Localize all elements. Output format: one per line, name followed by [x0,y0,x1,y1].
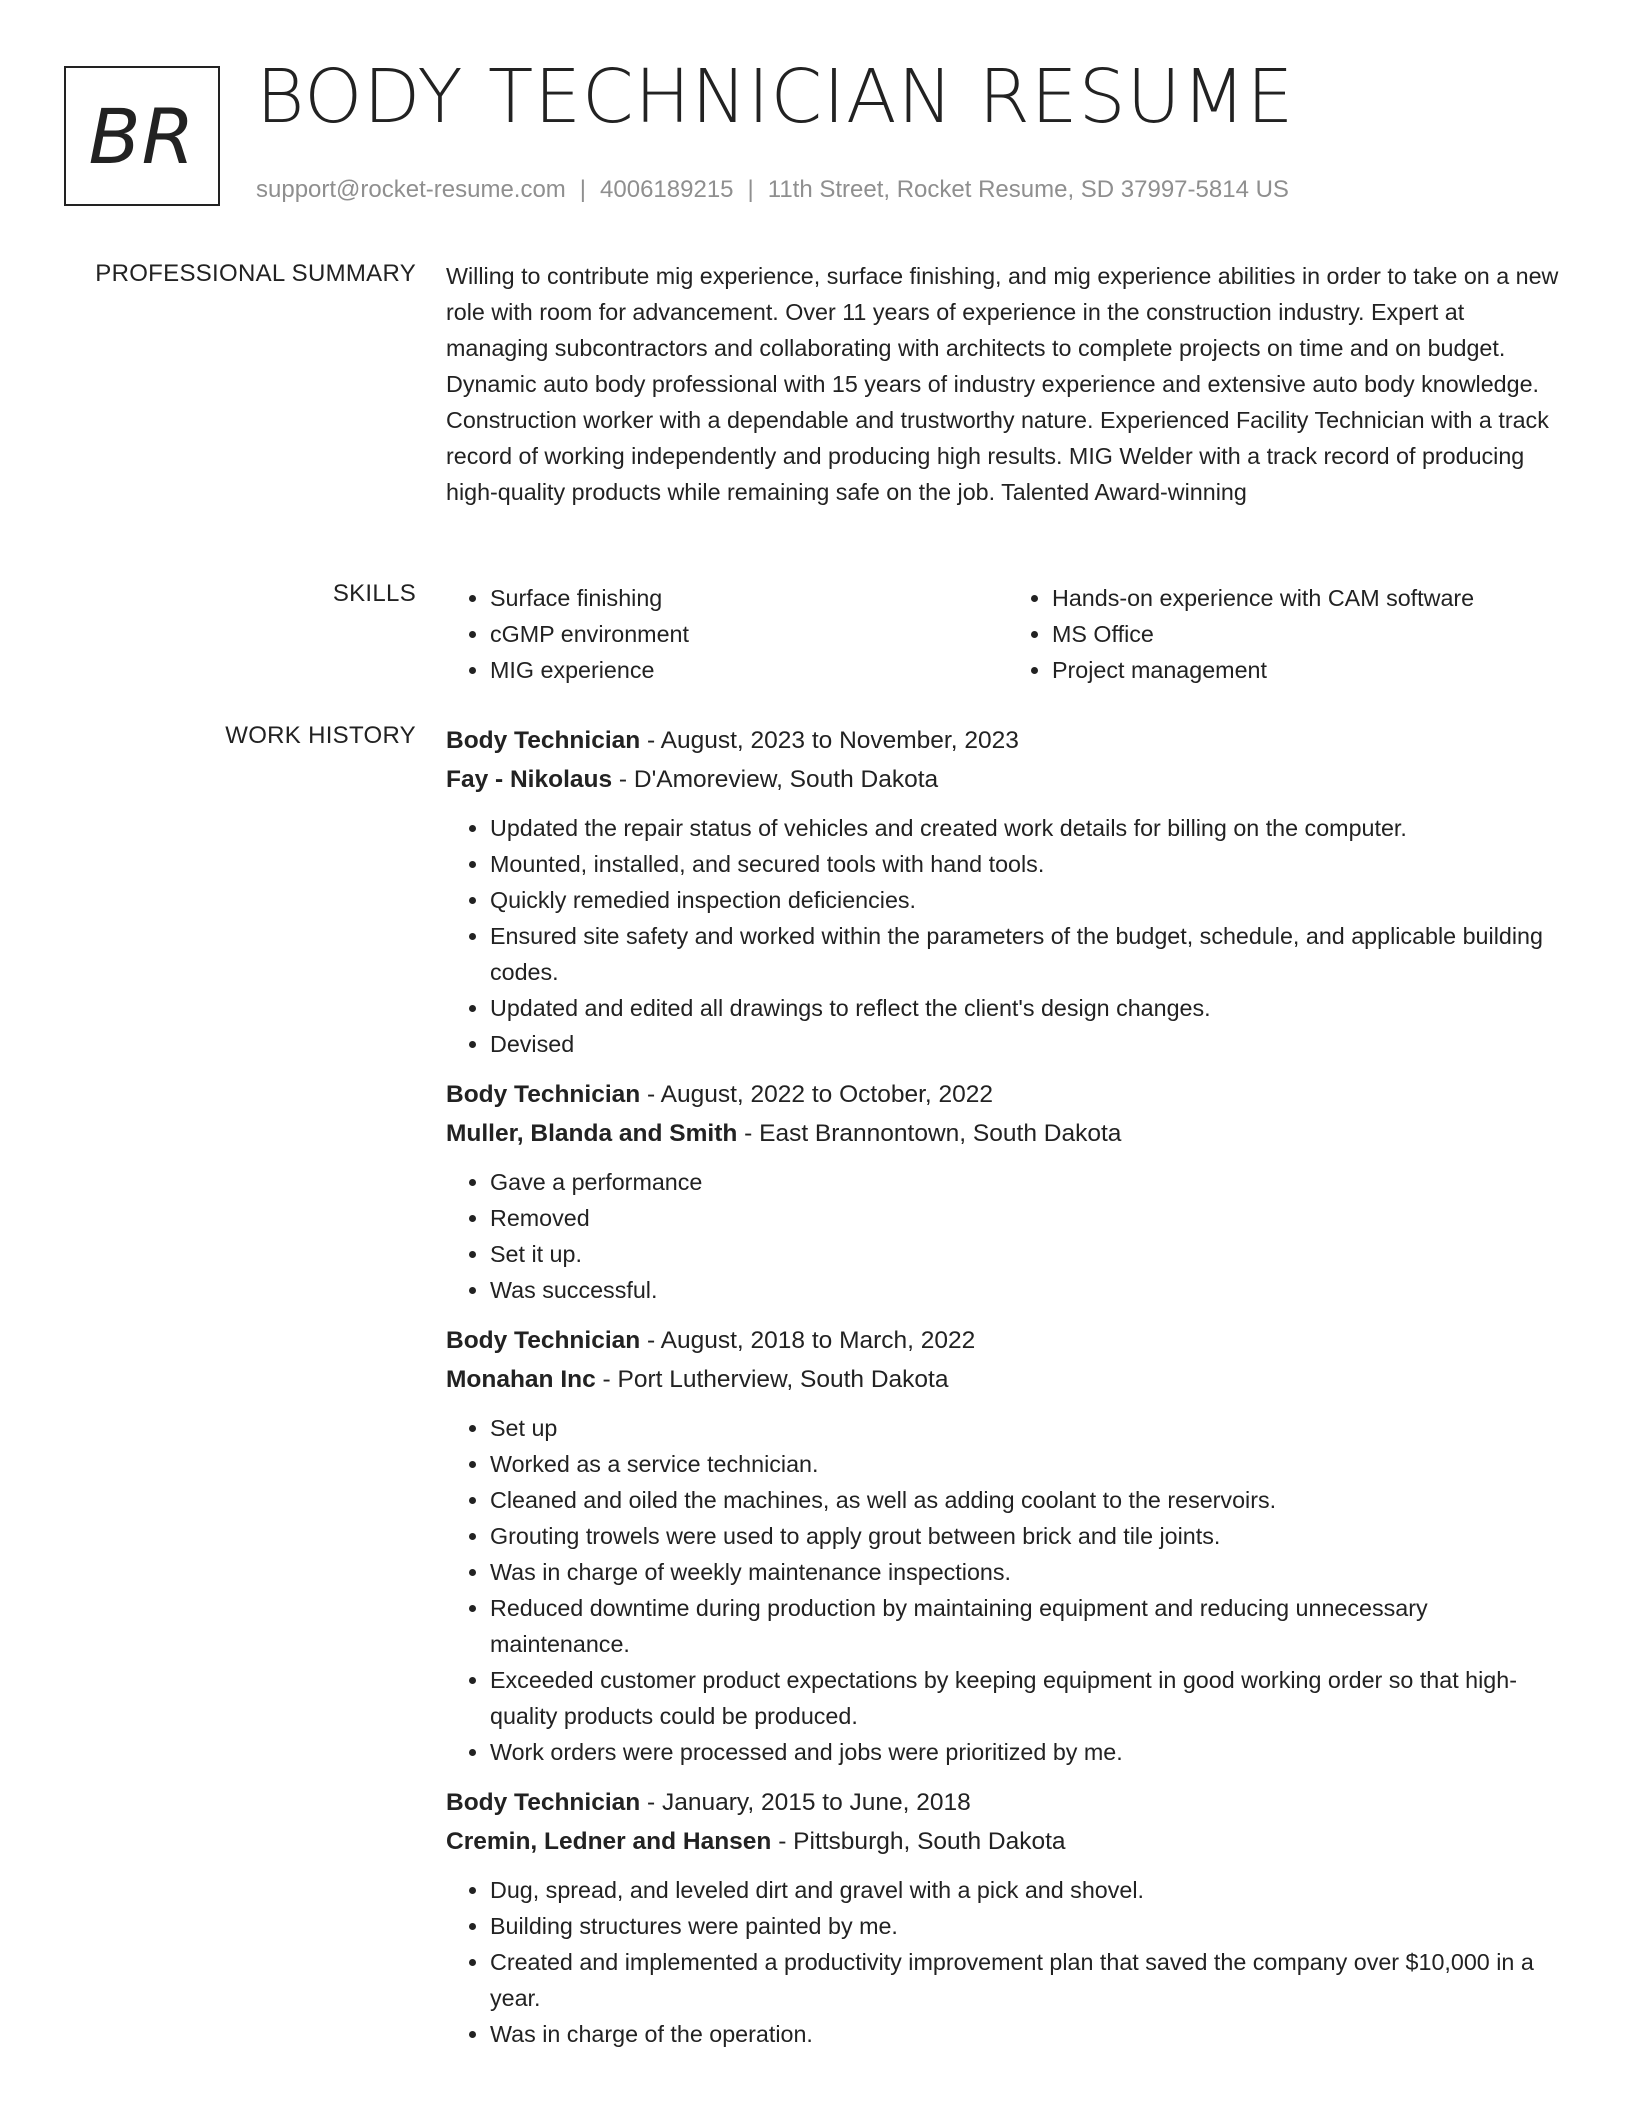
skill-item: • MS Office [1052,616,1570,652]
job-bullet: • Grouting trowels were used to apply grout between brick and tile joints. [490,1518,1570,1554]
job-bullet: • Worked as a service technician. [490,1446,1570,1482]
job-entry [446,722,1570,1062]
job-bullet: • Was in charge of weekly maintenance inspections. [490,1554,1570,1590]
section-label-summary: PROFESSIONAL SUMMARY [95,260,416,287]
job-company: Cremin, Ledner and Hansen [446,1828,772,1855]
job-company-line [446,1822,1570,1862]
job-bullet: • Devised [490,1026,1570,1062]
job-location: - East Brannontown, South Dakota [737,1120,1122,1147]
job-title-line [446,1784,1570,1822]
section-label-work-history: WORK HISTORY [225,722,416,749]
resume-title: BODY TECHNICIAN RESUME [256,54,1295,140]
job-title: Body Technician [446,1789,641,1816]
contact-separator: | [747,176,754,203]
job-entry [446,1076,1570,1308]
section-label-skills: SKILLS [332,580,416,607]
job-bullet: • Dug, spread, and leveled dirt and gravel with a pick and shovel. [490,1872,1570,1908]
contact-line [256,176,1289,204]
contact-separator: | [579,176,587,203]
job-bullet: • Set up [490,1410,1570,1446]
contact-phone[interactable]: 4006189215 [600,176,734,203]
skills-column-right [1008,580,1570,688]
skills-column-left [446,580,1008,688]
job-company: Monahan Inc [446,1366,596,1393]
skills-list [446,580,1570,688]
job-bullet: • Gave a performance [490,1164,1570,1200]
monogram-initials: BR [88,91,196,181]
job-title-line [446,1322,1570,1360]
contact-email[interactable]: support@rocket-resume.com [256,176,566,203]
skill-item: • Hands-on experience with CAM software [1052,580,1570,616]
job-location: - Port Lutherview, South Dakota [595,1366,949,1393]
skill-item: • Surface finishing [490,580,1008,616]
monogram-box [64,66,220,206]
job-entry [446,1784,1570,2052]
job-title-line [446,1076,1570,1114]
job-bullet: • Building structures were painted by me. [490,1908,1570,1944]
job-bullet: • Created and implemented a productivity improvement plan that saved the company over $10,000 in a year. [490,1944,1570,2016]
job-dates: - August, 2018 to March, 2022 [640,1327,976,1354]
summary-text: Willing to contribute mig experience, surface finishing, and mig experience abilities in order to take on a new role with room for advancement. Over 11 years of experience in the construction industry. Expert at managing subcontractors and collaborating with architects to complete projects on time and on budget. Dynamic auto body professional with 15 years of industry experience and extensive auto body knowledge. Construction worker with a dependable and trustworthy nature. Experienced Facility Technician with a track record of working independently and producing high results. MIG Welder with a track record of producing high-quality products while remaining safe on the job. Talented Award-winning [446,263,1559,505]
contact-address: 11th Street, Rocket Resume, SD 37997-5814 US [767,176,1289,203]
job-dates: - January, 2015 to June, 2018 [640,1789,971,1816]
job-bullet: • Set it up. [490,1236,1570,1272]
job-company-line [446,1360,1570,1400]
job-bullet: • Updated the repair status of vehicles and created work details for billing on the computer. [490,810,1570,846]
job-company-line [446,760,1570,800]
skill-item: • MIG experience [490,652,1008,688]
job-title: Body Technician [446,727,641,754]
job-location: - D'Amoreview, South Dakota [612,766,939,793]
job-entry [446,1322,1570,1770]
job-bullet: • Mounted, installed, and secured tools with hand tools. [490,846,1570,882]
job-title: Body Technician [446,1327,641,1354]
job-bullet: • Cleaned and oiled the machines, as well as adding coolant to the reservoirs. [490,1482,1570,1518]
job-bullet: • Quickly remedied inspection deficiencies. [490,882,1570,918]
job-title: Body Technician [446,1081,641,1108]
job-bullet: • Was in charge of the operation. [490,2016,1570,2052]
job-bullet: • Reduced downtime during production by maintaining equipment and reducing unnecessary maintenance. [490,1590,1570,1662]
job-bullets [446,1410,1570,1770]
job-bullet: • Exceeded customer product expectations by keeping equipment in good working order so that high-quality products could be produced. [490,1662,1570,1734]
job-bullet: • Updated and edited all drawings to reflect the client's design changes. [490,990,1570,1026]
job-bullet: • Was successful. [490,1272,1570,1308]
job-location: - Pittsburgh, South Dakota [771,1828,1066,1855]
skill-item: • Project management [1052,652,1570,688]
job-bullet: • Ensured site safety and worked within the parameters of the budget, schedule, and applicable building codes. [490,918,1570,990]
job-company-line [446,1114,1570,1154]
job-bullet: • Work orders were processed and jobs were prioritized by me. [490,1734,1570,1770]
work-history-list [446,722,1570,2066]
job-bullets [446,1164,1570,1308]
job-dates: - August, 2022 to October, 2022 [640,1081,993,1108]
skill-item: • cGMP environment [490,616,1008,652]
job-bullets [446,810,1570,1062]
job-company: Muller, Blanda and Smith [446,1120,738,1147]
job-dates: - August, 2023 to November, 2023 [640,727,1019,754]
job-bullets [446,1872,1570,2052]
job-title-line [446,722,1570,760]
job-bullet: • Removed [490,1200,1570,1236]
job-company: Fay - Nikolaus [446,766,613,793]
